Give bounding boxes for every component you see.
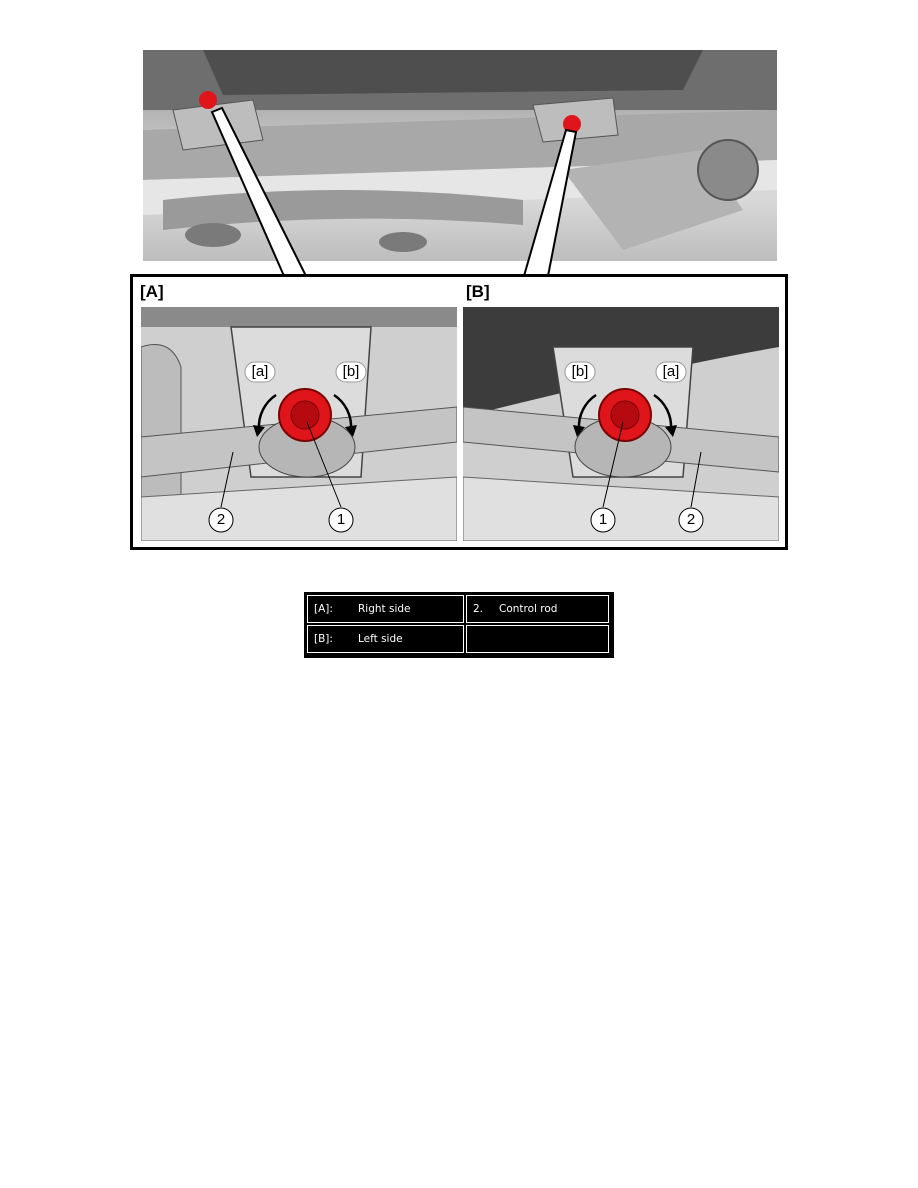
panel-a-illustration [141, 307, 457, 541]
rotation-label-a: [a] [251, 363, 269, 380]
panel-a-label: [A] [140, 282, 164, 301]
rotation-label-b: [b] [571, 363, 589, 380]
legend-value: Control rod [499, 603, 558, 615]
rotation-label-a: [a] [662, 363, 680, 380]
legend-cell-2 [466, 595, 609, 623]
legend-value: Right side [358, 603, 411, 615]
callout-2: 2 [686, 511, 696, 528]
legend-key: [A]: [314, 603, 333, 615]
legend-cell-a [307, 595, 464, 623]
legend-cell-empty [466, 625, 609, 653]
callout-2: 2 [216, 511, 226, 528]
legend-value: Left side [358, 633, 403, 645]
callout-1: 1 [598, 511, 608, 528]
rotation-label-b: [b] [342, 363, 360, 380]
panel-b-illustration [463, 307, 779, 541]
legend-table [304, 592, 614, 658]
legend-key: [B]: [314, 633, 333, 645]
panel-b-label: [B] [466, 282, 490, 301]
legend-key: 2. [473, 603, 484, 615]
figure [0, 0, 918, 560]
legend-cell-b [307, 625, 464, 653]
callout-1: 1 [336, 511, 346, 528]
